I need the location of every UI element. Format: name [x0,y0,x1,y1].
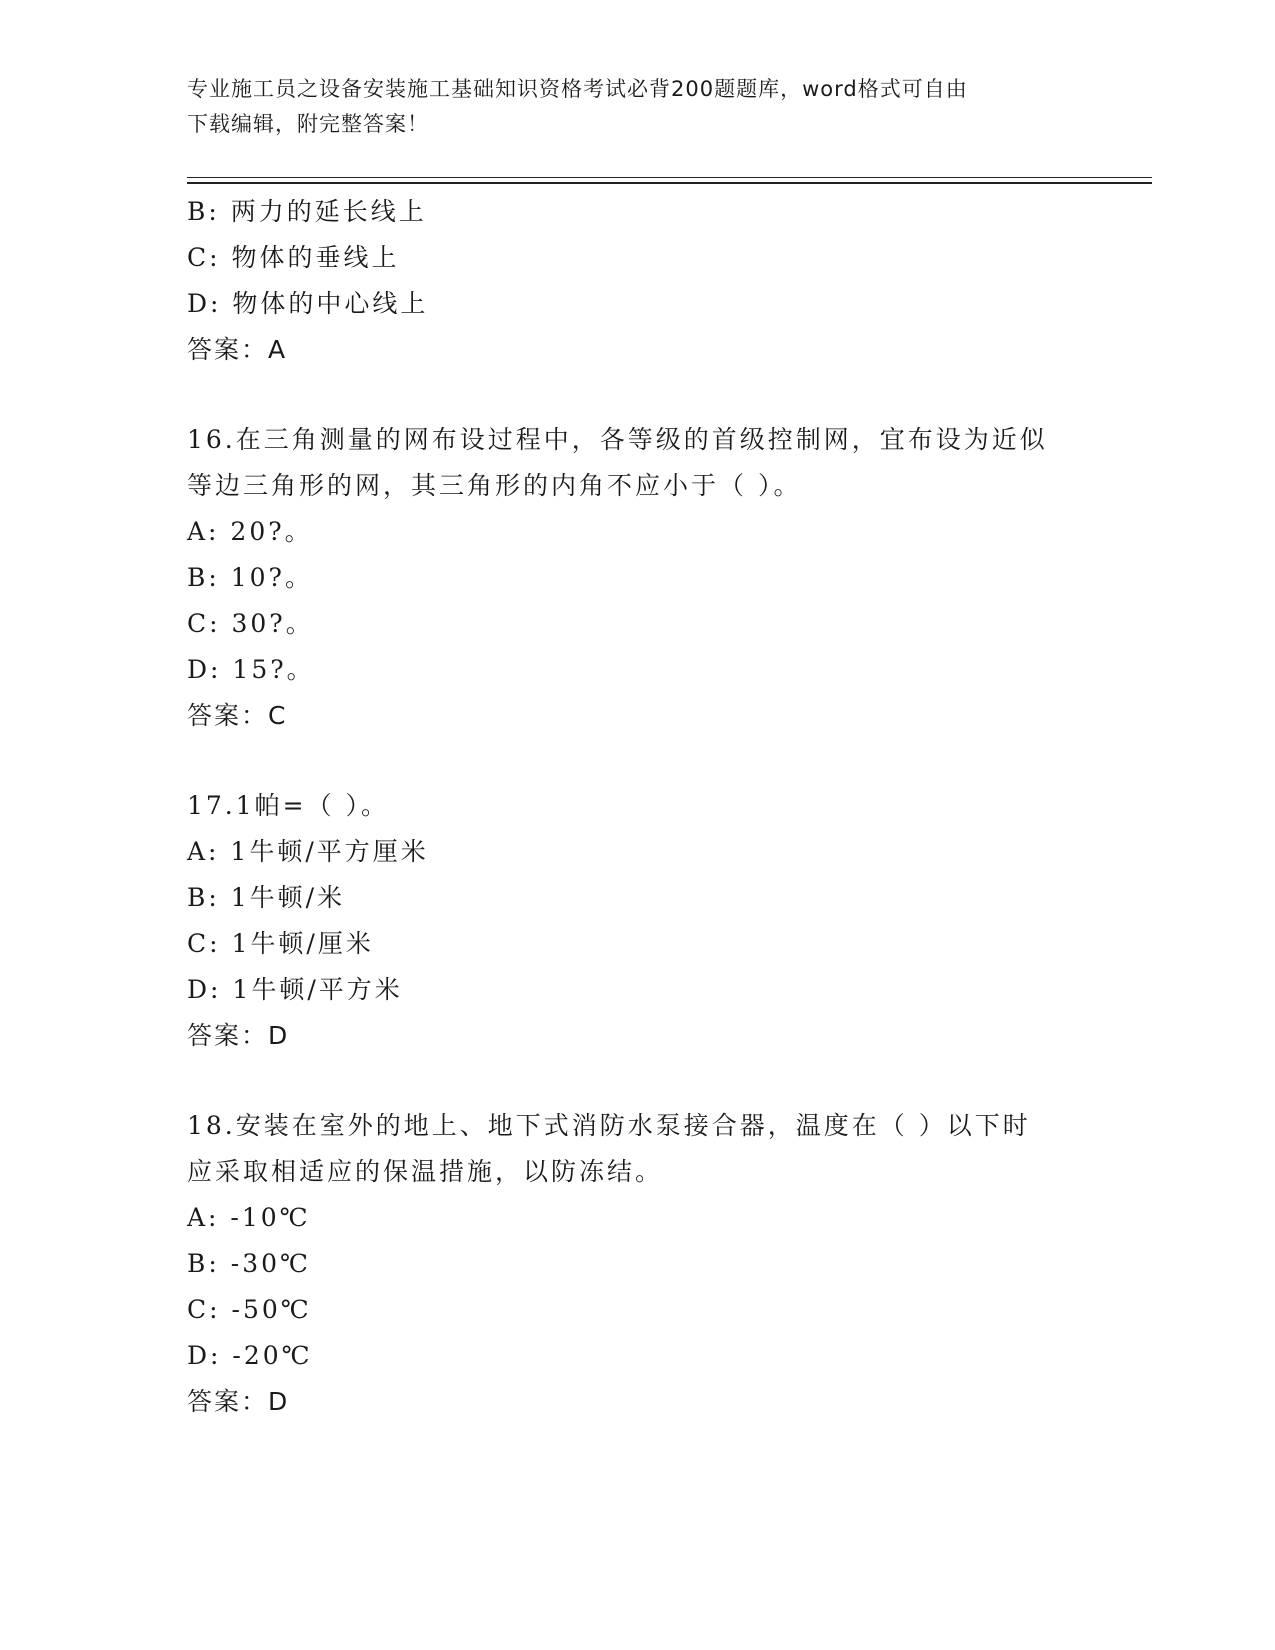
question-18 [187,1103,1137,1425]
question-stem-line: 18.安装在室外的地上、地下式消防水泵接合器，温度在（ ）以下时 [187,1111,1031,1140]
answer-label: 答案：D [187,1387,290,1416]
header-divider-thick [187,182,1152,184]
spacer [187,373,1137,417]
option-c: C: 物体的垂线上 [187,243,400,272]
question-list [187,189,1137,1425]
option-a: A: 1牛顿/平方厘米 [187,837,429,866]
option-a: A: -10℃ [187,1203,311,1232]
answer-label: 答案：D [187,1021,290,1050]
spacer [187,739,1137,783]
option-d: D: 物体的中心线上 [187,289,429,318]
header-title-line-1: 专业施工员之设备安装施工基础知识资格考试必背200题题库，word格式可自由 [187,77,968,101]
spacer [187,1059,1137,1103]
header-divider-thin [187,177,1152,178]
question-16 [187,417,1137,739]
document-header [187,72,1067,142]
option-c: C: 30?。 [187,609,314,638]
option-b: B: 1牛顿/米 [187,883,346,912]
option-d: D: 1牛顿/平方米 [187,975,403,1004]
answer-label: 答案：A [187,335,288,364]
option-c: C: 1牛顿/厘米 [187,929,374,958]
header-title-line-2: 下载编辑，附完整答案！ [187,112,429,136]
question-stem-line: 17.1帕=（ ）。 [187,791,390,820]
question-15-continued [187,189,1137,373]
option-d: D: 15?。 [187,655,315,684]
question-stem-line: 16.在三角测量的网布设过程中，各等级的首级控制网，宜布设为近似 [187,425,1048,454]
answer-label: 答案：C [187,701,288,730]
option-b: B: 10?。 [187,563,313,592]
option-c: C: -50℃ [187,1295,312,1324]
option-b: B: 两力的延长线上 [187,197,427,226]
question-17 [187,783,1137,1059]
question-stem-line: 等边三角形的网，其三角形的内角不应小于（ ）。 [187,471,802,500]
question-stem-line: 应采取相适应的保温措施，以防冻结。 [187,1157,664,1186]
option-d: D: -20℃ [187,1341,313,1370]
option-a: A: 20?。 [187,517,313,546]
option-b: B: -30℃ [187,1249,311,1278]
